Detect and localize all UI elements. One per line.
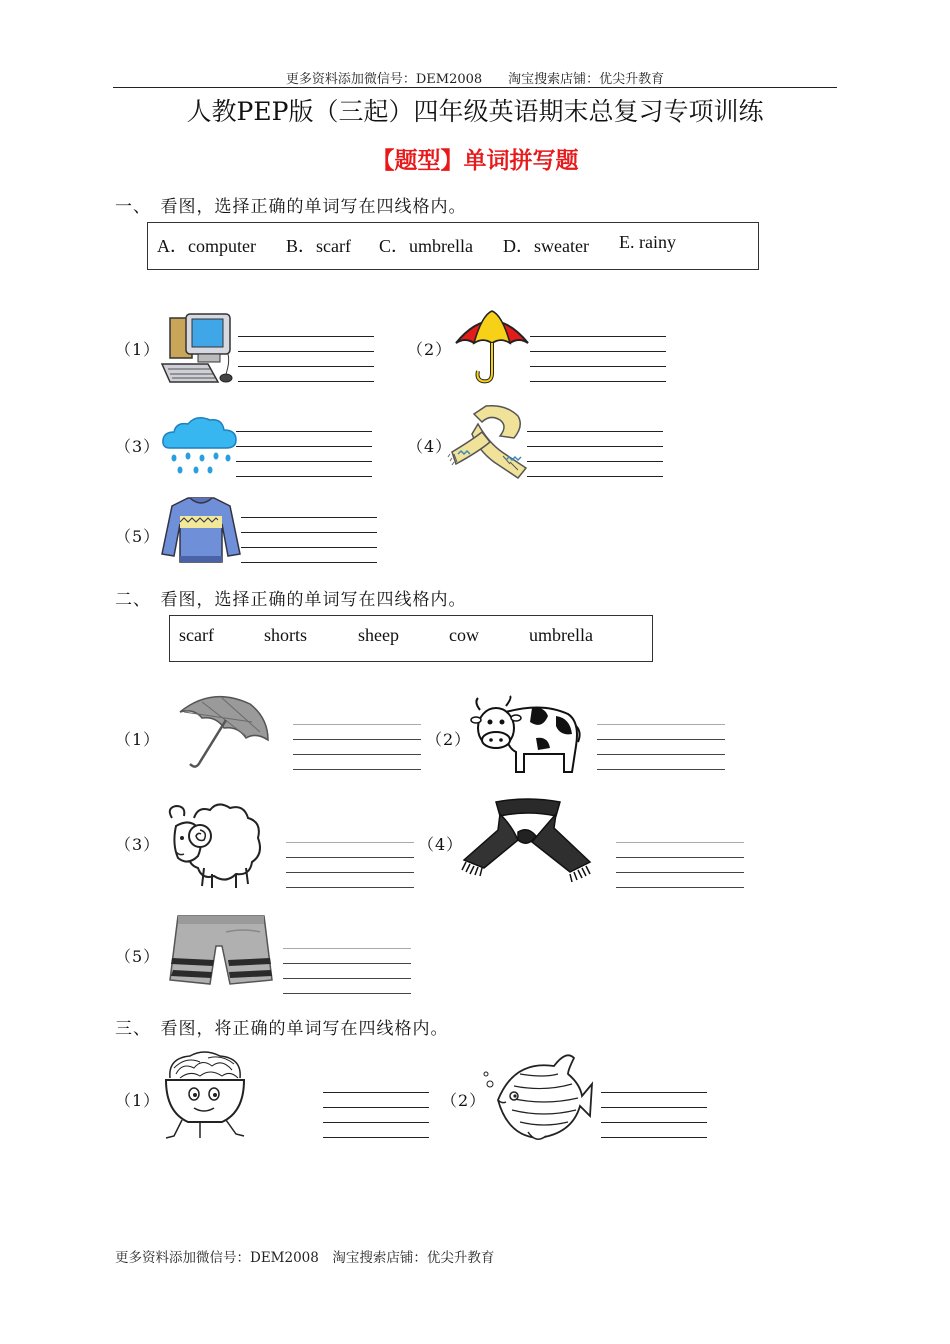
sweater-icon <box>160 494 242 566</box>
word-option: cow <box>449 625 479 645</box>
section1-word-bank <box>147 222 759 270</box>
four-line-writing-grid[interactable] <box>323 1092 429 1138</box>
word-option: B．scarf <box>286 236 351 256</box>
shorts-icon <box>168 912 274 986</box>
four-line-writing-grid[interactable] <box>238 336 374 382</box>
item-number: （3） <box>115 835 161 854</box>
four-line-writing-grid[interactable] <box>286 842 414 888</box>
word-option: D．sweater <box>503 236 589 256</box>
word-option: E. rainy <box>619 232 676 252</box>
item-number: （4） <box>418 835 464 854</box>
word-option: C．umbrella <box>379 236 473 256</box>
item-number: （2） <box>407 340 453 359</box>
four-line-writing-grid[interactable] <box>236 431 372 477</box>
word-option: shorts <box>264 625 308 645</box>
sheep-icon <box>164 798 264 892</box>
four-line-writing-grid[interactable] <box>293 724 421 770</box>
noodles-bowl-icon <box>160 1048 250 1146</box>
section2-word-bank <box>169 615 653 662</box>
four-line-writing-grid[interactable] <box>241 517 377 563</box>
item-number: （1） <box>115 1091 161 1110</box>
rain-cloud-icon <box>160 414 240 480</box>
page-header-text: 更多资料添加微信号：DEM2008 淘宝搜索店铺：优尖升教育 <box>285 72 665 87</box>
four-line-writing-grid[interactable] <box>530 336 666 382</box>
word-option: umbrella <box>529 625 593 645</box>
scarf-icon <box>448 402 530 482</box>
item-number: （1） <box>115 340 161 359</box>
section1-heading: 一、 看图，选择正确的单词写在四线格内。 <box>115 197 467 217</box>
page-title: 人教PEP版（三起）四年级英语期末总复习专项训练 <box>186 97 764 126</box>
four-line-writing-grid[interactable] <box>601 1092 707 1138</box>
item-number: （3） <box>115 437 161 456</box>
four-line-writing-grid[interactable] <box>283 948 411 994</box>
item-number: （1） <box>115 730 161 749</box>
header-rule <box>113 87 837 88</box>
umbrella-icon <box>172 692 272 772</box>
four-line-writing-grid[interactable] <box>597 724 725 770</box>
word-option: scarf <box>179 625 214 645</box>
item-number: （4） <box>407 437 453 456</box>
section3-heading: 三、 看图，将正确的单词写在四线格内。 <box>115 1019 449 1039</box>
four-line-writing-grid[interactable] <box>527 431 663 477</box>
page-subtitle: 【题型】单词拼写题 <box>371 148 579 174</box>
word-option: sheep <box>358 625 399 645</box>
item-number: （2） <box>441 1091 487 1110</box>
section2-heading: 二、 看图，选择正确的单词写在四线格内。 <box>115 590 467 610</box>
item-number: （5） <box>115 527 161 546</box>
word-option: A．computer <box>157 236 256 256</box>
cow-icon <box>472 692 584 776</box>
umbrella-icon <box>452 307 532 387</box>
page-footer-text: 更多资料添加微信号：DEM2008 淘宝搜索店铺：优尖升教育 <box>115 1250 495 1266</box>
item-number: （5） <box>115 947 161 966</box>
four-line-writing-grid[interactable] <box>616 842 744 888</box>
scarf-icon <box>460 796 596 886</box>
item-number: （2） <box>426 730 472 749</box>
fish-icon <box>484 1044 594 1146</box>
computer-icon <box>160 312 240 388</box>
